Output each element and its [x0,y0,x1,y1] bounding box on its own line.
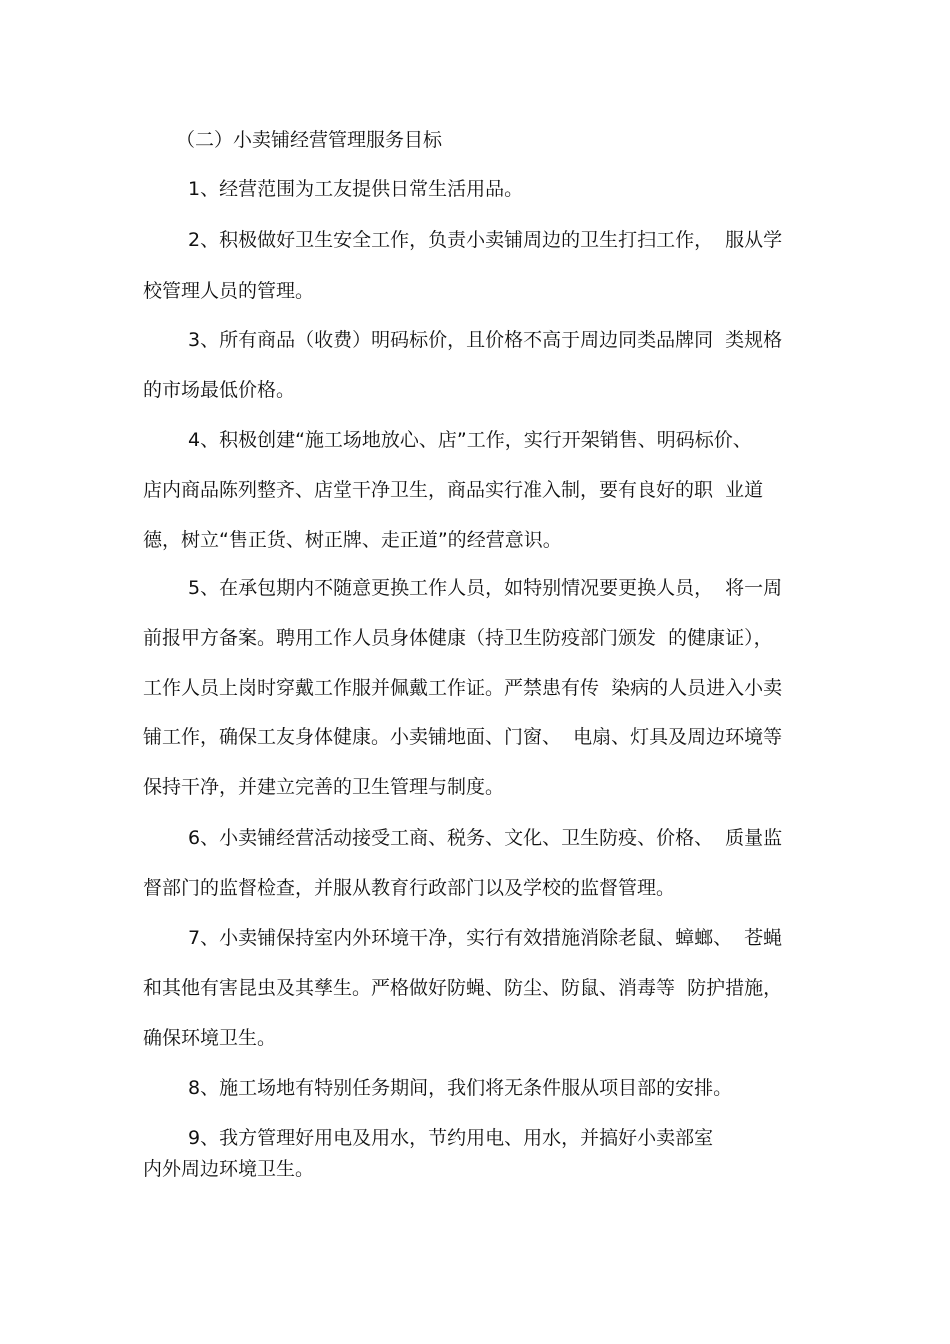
item-7-line-1: 7、小卖铺保持室内外环境干净，实行有效措施消除老鼠、蟑螂、 苍蝇 [188,927,783,949]
item-5-line-5: 保持干净，并建立完善的卫生管理与制度。 [143,776,505,798]
item-5-line-2: 前报甲方备案。聘用工作人员身体健康（持卫生防疫部门颁发 的健康证）， [143,627,773,649]
item-5-line-3: 工作人员上岗时穿戴工作服并佩戴工作证。严禁患有传 染病的人员进入小卖 [143,677,783,699]
item-2-line-2: 校管理人员的管理。 [143,280,315,302]
item-2-line-1: 2、积极做好卫生安全工作，负责小卖铺周边的卫生打扫工作， 服从学 [188,229,783,251]
item-5-line-1: 5、在承包期内不随意更换工作人员，如特别情况要更换人员， 将一周 [188,577,783,599]
item-4-line-3: 德，树立“售正货、树正牌、走正道”的经营意识。 [143,529,562,551]
item-6-line-1: 6、小卖铺经营活动接受工商、税务、文化、卫生防疫、价格、 质量监 [188,827,783,849]
item-9-line-1: 9、我方管理好用电及用水，节约用电、用水，并搞好小卖部室 [188,1127,714,1149]
item-6-line-2: 督部门的监督检查，并服从教育行政部门以及学校的监督管理。 [143,877,676,899]
item-9-line-2: 内外周边环境卫生。 [143,1158,315,1180]
item-5-line-4: 铺工作，确保工友身体健康。小卖铺地面、门窗、 电扇、灯具及周边环境等 [143,726,783,748]
item-4-line-1: 4、积极创建“施工场地放心、店”工作，实行开架销售、明码标价、 [188,429,752,451]
section-heading: （二）小卖铺经营管理服务目标 [176,129,443,151]
item-4-line-2: 店内商品陈列整齐、店堂干净卫生，商品实行准入制，要有良好的职 业道 [143,479,764,501]
item-7-line-2: 和其他有害昆虫及其孳生。严格做好防蝇、防尘、防鼠、消毒等 防护措施， [143,977,783,999]
item-7-line-3: 确保环境卫生。 [143,1027,277,1049]
item-3-line-1: 3、所有商品（收费）明码标价，且价格不高于周边同类品牌同 类规格 [188,329,783,351]
item-3-line-2: 的市场最低价格。 [143,379,296,401]
item-1-line-1: 1、经营范围为工友提供日常生活用品。 [188,178,524,200]
item-8-line-1: 8、施工场地有特别任务期间，我们将无条件服从项目部的安排。 [188,1077,733,1099]
